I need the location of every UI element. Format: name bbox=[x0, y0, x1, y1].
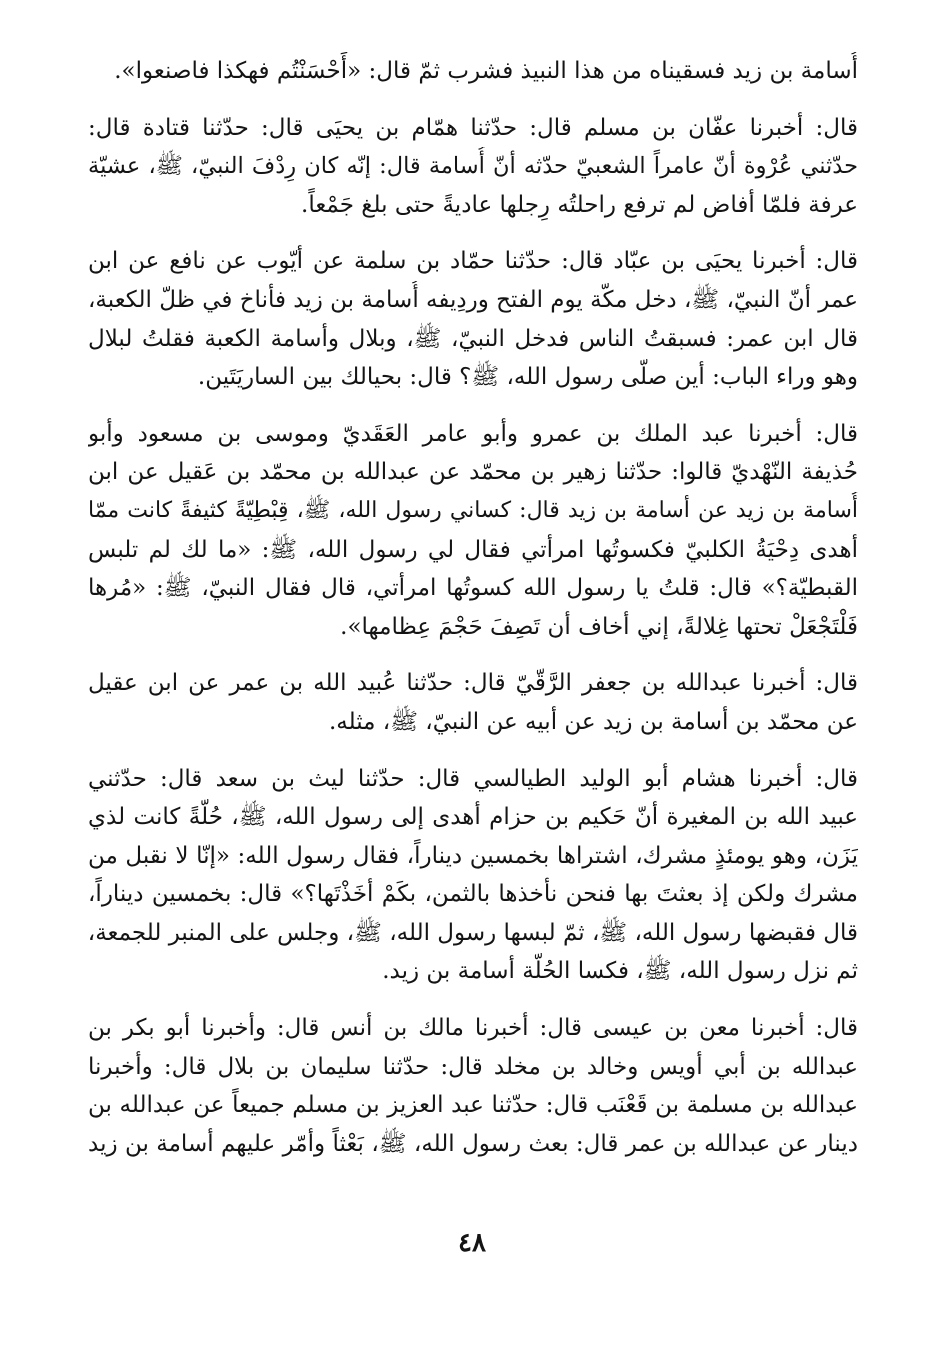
text-line: قال: أخبرنا هشام أبو الوليد الطيالسي قال: حدّثنا ليث بن سعد قال: حدّثني bbox=[88, 765, 858, 792]
text-line: ثم نزل رسول الله، ﷺ، فكسا الحُلّة أسامة بن زيد. bbox=[382, 958, 858, 985]
text-line: أهدى دِحْيَةُ الكلبيّ فكسوتُها امرأتي فقال لي رسول الله، ﷺ: «ما لك لم تلبس bbox=[88, 536, 858, 563]
text-line: يَزَن، وهو يومئذٍ مشرك، اشتراها بخمسين ديناراً، فقال رسول الله: «إنّا لا نقبل من bbox=[88, 842, 858, 869]
paragraph bbox=[88, 415, 858, 647]
text-line: قال: أخبرنا عبد الملك بن عمرو وأبو عامر العَقَديّ وموسى بن مسعود وأبو bbox=[88, 420, 858, 447]
text-line: قال: أخبرنا عبدالله بن جعفر الرَّقّيّ قال: حدّثنا عُبيد الله بن عمر عن ابن عقيل bbox=[88, 670, 858, 697]
text-line: قال ابن عمر: فسبقتُ الناس فدخل النبيّ، ﷺ، وبلال وأسامة الكعبة فقلتُ لبلال bbox=[88, 325, 858, 352]
paragraph bbox=[88, 1009, 858, 1163]
paragraph bbox=[88, 242, 858, 396]
paragraph-gap bbox=[88, 991, 858, 1009]
text-line: قال فقبضها رسول الله، ﷺ، ثمّ لبسها رسول الله، ﷺ، وجلس على المنبر للجمعة، bbox=[88, 919, 858, 946]
paragraph bbox=[88, 52, 858, 91]
paragraph-gap bbox=[88, 91, 858, 109]
text-line: وهو وراء الباب: أين صلّى رسول الله، ﷺ؟ قال: بحيالك بين الساريَتَين. bbox=[197, 364, 858, 391]
page-body-text bbox=[88, 52, 858, 1163]
paragraph bbox=[88, 664, 858, 741]
text-line: عبدالله بن مسلمة بن قَعْنَب قال: حدّثنا عبد العزيز بن مسلم جميعاً عن عبدالله بن bbox=[88, 1092, 858, 1119]
text-line: عبيد الله بن المغيرة أنّ حَكيم بن حزام أهدى إلى رسول الله، ﷺ، حُلّةً كانت لذي bbox=[88, 804, 858, 831]
text-line: مشرك ولكن إذ بعثتَ بها فنحن نأخذها بالثمن، بكَمْ أخَذْتَها؟» قال: بخمسين ديناراً، bbox=[88, 881, 858, 908]
text-line: عمر أنّ النبيّ، ﷺ، دخل مكّة يوم الفتح وردِيفه أُسامة بن زيد فأناخ في ظلّ الكعبة، bbox=[88, 286, 858, 313]
text-line: أُسامة بن زيد عن أسامة بن زيد قال: كساني رسول الله، ﷺ، قِبْطِيّةً كثيفةً كانت ممّا bbox=[88, 497, 858, 523]
paragraph-gap bbox=[88, 397, 858, 415]
text-line: القبطيّة؟» قال: قلتُ يا رسول الله كسوتُها امرأتي، قال فقال النبيّ، ﷺ: «مُرها bbox=[88, 575, 858, 602]
text-line: عن محمّد بن أسامة بن زيد عن أبيه عن النبيّ، ﷺ، مثله. bbox=[328, 708, 858, 735]
text-line: أُسامة بن زيد فسقيناه من هذا النبيذ فشرب ثمّ قال: «أَحْسَنْتُم فهكذا فاصنعوا». bbox=[114, 58, 858, 84]
text-line: حُذيفة النّهْديّ قالوا: حدّثنا زهير بن محمّد عن عبدالله بن محمّد بن عَقيل عن ابن bbox=[88, 459, 858, 486]
text-line: قال: أخبرنا معن بن عيسى قال: أخبرنا مالك بن أنس قال: وأخبرنا أبو بكر بن bbox=[88, 1015, 858, 1042]
text-line: عرفة فلمّا أفاض لم ترفع راحلتُه رِجلها عاديةً حتى بلغ جَمْعاً. bbox=[301, 191, 858, 218]
text-line: دينار عن عبدالله بن عمر قال: بعث رسول الله، ﷺ، بَعْثاً وأمّر عليهم أسامة بن زيد bbox=[88, 1130, 858, 1157]
text-line: حدّثني عُرْوة أنّ عامراً الشعبيّ حدّثه أنّ أُسامة قال: إنّه كان رِدْفَ النبيّ، ﷺ، عشيّة bbox=[88, 153, 858, 180]
paragraph bbox=[88, 109, 858, 225]
text-line: عبدالله بن أبي أويس وخالد بن مخلد قال: حدّثنا سليمان بن بلال قال: وأخبرنا bbox=[88, 1053, 858, 1080]
paragraph-gap bbox=[88, 742, 858, 760]
text-line: فَلْتَجْعَلْ تحتها غِلالةً، إني أخاف أن تَصِفَ حَجْمَ عِظامها». bbox=[340, 613, 858, 640]
paragraph bbox=[88, 760, 858, 992]
page-number: ٤٨ bbox=[458, 1228, 486, 1258]
text-line: قال: أخبرنا يحيَى بن عبّاد قال: حدّثنا حمّاد بن سلمة عن أيّوب عن نافع عن ابن bbox=[88, 248, 858, 275]
paragraph-gap bbox=[88, 224, 858, 242]
paragraph-gap bbox=[88, 646, 858, 664]
text-line: قال: أخبرنا عفّان بن مسلم قال: حدّثنا همّام بن يحيَى قال: حدّثنا قتادة قال: bbox=[88, 114, 858, 141]
